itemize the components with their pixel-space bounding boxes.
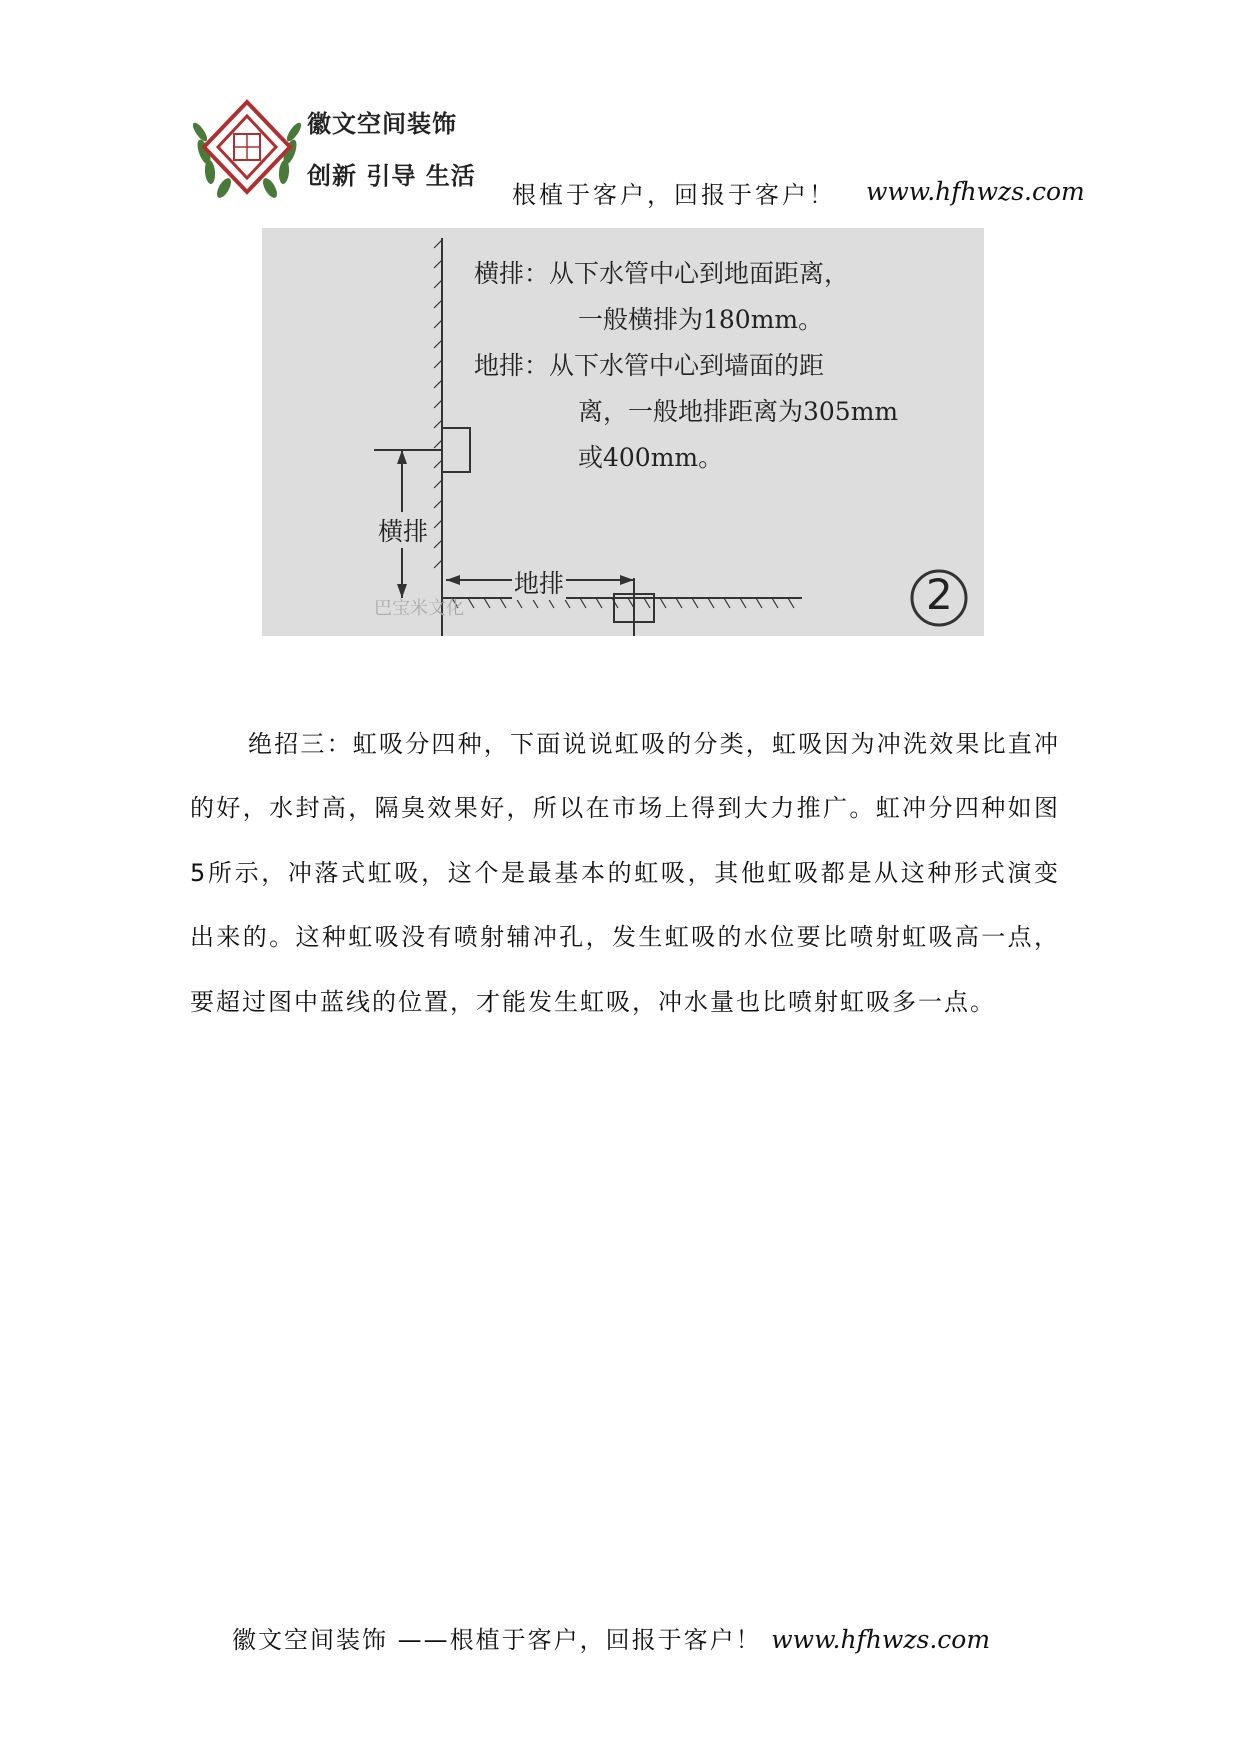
label-floor-drain: 地排 xyxy=(512,564,566,600)
footer xyxy=(232,1620,990,1655)
logo-line-2: 创新 引导 生活 xyxy=(307,162,476,190)
figure-number: 2 xyxy=(926,570,953,619)
figure-note-line-1: 横排：从下水管中心到地面距离， xyxy=(474,259,850,288)
figure-note-line-2: 一般横排为180mm。 xyxy=(578,305,824,334)
drain-distance-figure xyxy=(262,228,984,636)
header-slogan: 根植于客户，回报于客户！ xyxy=(512,181,836,209)
label-horizontal-drain: 横排 xyxy=(376,512,430,548)
figure-note-line-5: 或400mm。 xyxy=(578,443,724,472)
figure-note-line-4: 离，一般地排距离为305mm xyxy=(578,397,899,426)
logo-line-1: 徽文空间装饰 xyxy=(307,110,457,138)
footer-url: www.hfhwzs.com xyxy=(771,1625,991,1654)
figure-note-line-3: 地排：从下水管中心到墙面的距 xyxy=(474,351,825,380)
footer-company: 徽文空间装饰 —— xyxy=(232,1626,450,1654)
header-url: www.hfhwzs.com xyxy=(866,177,1085,206)
body-paragraph: 绝招三：虹吸分四种，下面说说虹吸的分类，虹吸因为冲洗效果比直冲的好，水封高，隔臭效果好，所以在市场上得到大力推广。虹冲分四种如图5所示，冲落式虹吸，这个是最基本的虹吸，其他虹吸都是从这种形式演变出来的。这种虹吸没有喷射辅冲孔，发生虹吸的水位要比喷射虹吸高一点，要超过图中蓝线的位置，才能发生虹吸，冲水量也比喷射虹吸多一点。 xyxy=(190,730,1060,1016)
footer-slogan: 根植于客户，回报于客户！ xyxy=(449,1626,762,1654)
figure-watermark: 巴宝米文化 xyxy=(374,598,464,619)
